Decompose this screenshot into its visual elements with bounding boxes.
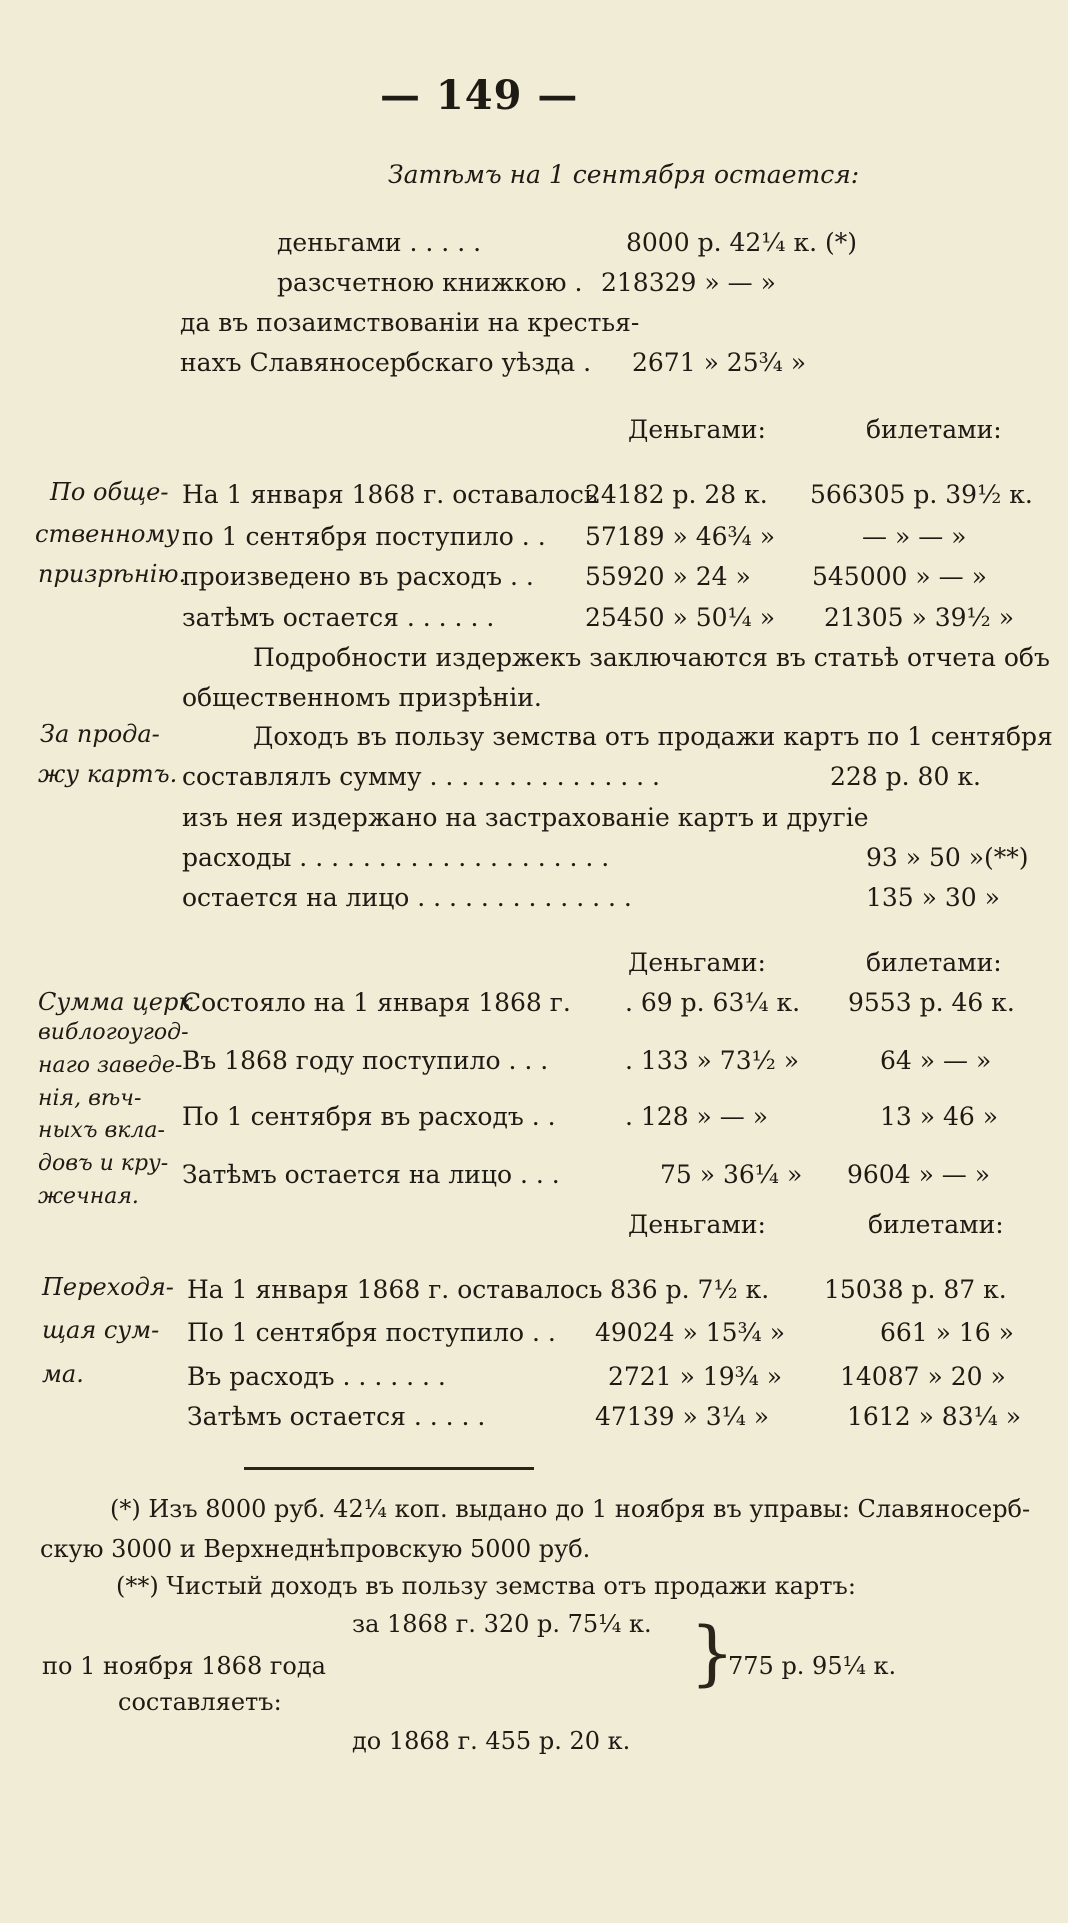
column-header-tickets: билетами:: [866, 948, 1002, 977]
table-row-tickets: 545000 » — »: [812, 562, 987, 591]
intro-row-label: нахъ Славяносербскаго уѣзда .: [180, 348, 592, 377]
note-line: общественномъ призрѣніи.: [182, 683, 542, 712]
table-row-money: 75 » 36¼ »: [660, 1160, 803, 1189]
side-heading-line: ма.: [42, 1360, 84, 1388]
table-row-tickets: 1612 » 83¼ »: [847, 1402, 1022, 1431]
table-row-money: 25450 » 50¼ »: [585, 603, 776, 632]
table-row-money: 49024 » 15¾ »: [595, 1318, 786, 1347]
footnote-line: за 1868 г. 320 р. 75¼ к.: [352, 1610, 652, 1638]
intro-row-label: разсчетною книжкою .: [277, 268, 583, 297]
table-row-label: изъ нея издержано на застрахованіе картъ и другіе: [182, 803, 869, 832]
footnote-line: скую 3000 и Верхнеднѣпровскую 5000 руб.: [40, 1535, 591, 1563]
table-row-tickets: 14087 » 20 »: [840, 1362, 1006, 1391]
side-heading-line: нія, вѣч-: [38, 1086, 142, 1111]
side-heading-line: Сумма церк: [38, 988, 193, 1016]
intro-row-label: деньгами . . . . .: [277, 228, 482, 257]
side-heading-line: За прода-: [40, 720, 160, 748]
table-row-tickets: — » — »: [862, 522, 967, 551]
note-line: Подробности издержекъ заключаются въ статьѣ отчета объ: [253, 643, 1050, 672]
footnote-line: составляетъ:: [118, 1688, 282, 1716]
side-heading-line: ственному: [35, 520, 180, 548]
table-row-label: Въ расходъ . . . . . . .: [187, 1362, 446, 1391]
table-row-money: 55920 » 24 »: [585, 562, 751, 591]
column-header-money: Деньгами:: [628, 948, 766, 977]
table-row-money: 2721 » 19¾ »: [608, 1362, 783, 1391]
table-row-money: . 133 » 73½ »: [625, 1046, 800, 1075]
footnote-divider: [244, 1467, 534, 1470]
column-header-money: Деньгами:: [628, 1210, 766, 1239]
table-row-label: по 1 сентября поступило . .: [182, 522, 546, 551]
table-row-label: По 1 сентября въ расходъ . .: [182, 1102, 556, 1131]
table-row-tickets: 9604 » — »: [847, 1160, 991, 1189]
table-row-tickets: 15038 р. 87 к.: [824, 1275, 1007, 1304]
table-row-tickets: 9553 р. 46 к.: [848, 988, 1015, 1017]
table-row-value: 93 » 50 »(**): [866, 843, 1029, 872]
table-row-label: По 1 сентября поступило . .: [187, 1318, 556, 1347]
side-heading-line: призрѣнію.: [38, 560, 187, 588]
text-line: Доходъ въ пользу земства отъ продажи картъ по 1 сентября: [253, 722, 1053, 751]
brace-icon: }: [690, 1612, 735, 1694]
table-row-label: Затѣмъ остается на лицо . . .: [182, 1160, 560, 1189]
table-row-money: 47139 » 3¼ »: [595, 1402, 770, 1431]
side-heading-line: По обще-: [50, 478, 169, 506]
table-row-label: Состояло на 1 января 1868 г.: [182, 988, 571, 1017]
intro-row-value: 8000 р. 42¼ к. (*): [626, 228, 857, 257]
table-row-value: 135 » 30 »: [866, 883, 1000, 912]
table-row-tickets: 21305 » 39½ »: [824, 603, 1015, 632]
table-row-label: произведено въ расходъ . .: [182, 562, 534, 591]
table-row-label: составлялъ сумму . . . . . . . . . . . . . . .: [182, 762, 660, 791]
table-row-label: расходы . . . . . . . . . . . . . . . . . . . .: [182, 843, 610, 872]
side-heading-line: Переходя-: [42, 1273, 174, 1301]
side-heading-line: жечная.: [38, 1184, 139, 1209]
side-heading-line: ныхъ вкла-: [38, 1118, 165, 1143]
footnote-line: (**) Чистый доходъ въ пользу земства отъ продажи картъ:: [116, 1572, 856, 1600]
column-header-tickets: билетами:: [866, 415, 1002, 444]
table-row-label: На 1 января 1868 г. оставалось: [187, 1275, 603, 1304]
table-row-tickets: 13 » 46 »: [880, 1102, 999, 1131]
intro-row-value: 218329 » — »: [601, 268, 776, 297]
footnote-line: (*) Изъ 8000 руб. 42¼ коп. выдано до 1 ноября въ управы: Славяносерб-: [110, 1495, 1031, 1523]
table-row-money: 24182 р. 28 к.: [585, 480, 768, 509]
table-row-label: остается на лицо . . . . . . . . . . . . . .: [182, 883, 632, 912]
table-row-label: затѣмъ остается . . . . . .: [182, 603, 495, 632]
table-row-tickets: 661 » 16 »: [880, 1318, 1014, 1347]
side-heading-line: наго заведе-: [38, 1053, 183, 1078]
table-row-tickets: 64 » — »: [880, 1046, 992, 1075]
side-heading-line: жу картъ.: [38, 760, 178, 788]
page-number: — 149 —: [380, 72, 579, 119]
table-row-money: 836 р. 7½ к.: [610, 1275, 770, 1304]
column-header-money: Деньгами:: [628, 415, 766, 444]
table-row-label: Въ 1868 году поступило . . .: [182, 1046, 549, 1075]
side-heading-line: виблогоугод-: [38, 1020, 189, 1045]
table-row-label: На 1 января 1868 г. оставалось: [182, 480, 598, 509]
table-row-money: . 69 р. 63¼ к.: [625, 988, 801, 1017]
intro-row-label: да въ позаимствованіи на крестья-: [180, 308, 640, 337]
table-row-value: 228 р. 80 к.: [830, 762, 981, 791]
table-row-label: Затѣмъ остается . . . . .: [187, 1402, 486, 1431]
table-row-tickets: 566305 р. 39½ к.: [810, 480, 1033, 509]
intro-row-value: 2671 » 25¾ »: [632, 348, 807, 377]
footnote-total: 775 р. 95¼ к.: [728, 1652, 897, 1680]
footnote-line: до 1868 г. 455 р. 20 к.: [352, 1727, 631, 1755]
footnote-line: по 1 ноября 1868 года: [42, 1652, 326, 1680]
side-heading-line: щая сум-: [42, 1316, 160, 1344]
side-heading-line: довъ и кру-: [38, 1151, 169, 1176]
table-row-money: 57189 » 46¾ »: [585, 522, 776, 551]
table-row-money: . 128 » — »: [625, 1102, 769, 1131]
intro-heading: Затѣмъ на 1 сентября остается:: [388, 160, 860, 189]
column-header-tickets: билетами:: [868, 1210, 1004, 1239]
